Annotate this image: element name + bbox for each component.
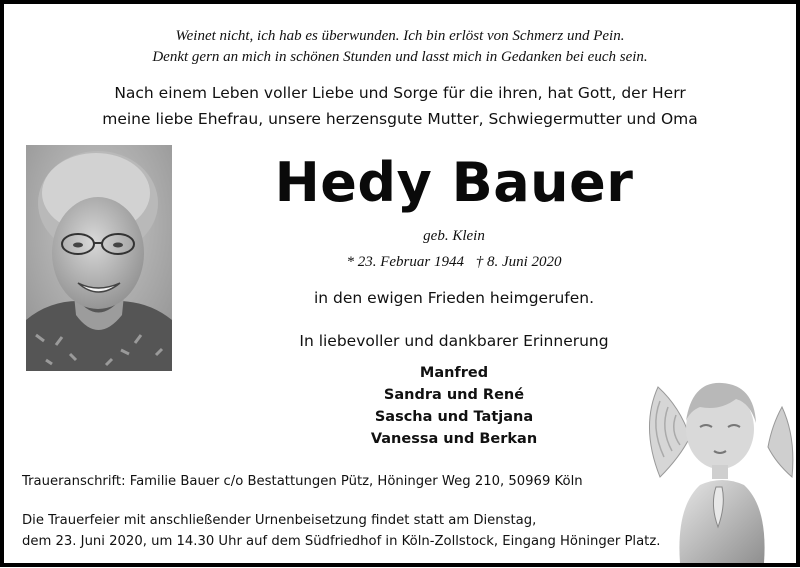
deceased-name: Hedy Bauer — [274, 151, 634, 214]
poem-line-1: Weinet nicht, ich hab es überwunden. Ich bin erlöst von Schmerz und Pein. — [175, 28, 625, 44]
service-line-2: dem 23. Juni 2020, um 14.30 Uhr auf dem Südfriedhof in Köln-Zollstock, Eingang Höninger Platz. — [22, 534, 661, 549]
memory-text: In liebevoller und dankbarer Erinnerung — [299, 332, 609, 350]
birth-date: * 23. Februar 1944 — [346, 254, 464, 270]
poem — [4, 26, 796, 68]
poem-line-2: Denkt gern an mich in schönen Stunden und lasst mich in Gedanken bei euch sein. — [152, 49, 648, 65]
birth-name: geb. Klein — [423, 228, 485, 244]
mourning-address: Traueranschrift: Familie Bauer c/o Bestattungen Pütz, Höninger Weg 210, 50969 Köln — [22, 474, 583, 489]
angel-statue-image — [640, 367, 796, 563]
portrait-photo — [26, 145, 172, 371]
service-line-1: Die Trauerfeier mit anschließender Urnenbeisetzung findet statt am Dienstag, — [22, 513, 537, 528]
life-dates — [174, 254, 734, 271]
intro-line-1: Nach einem Leben voller Liebe und Sorge für die ihren, hat Gott, der Herr — [114, 84, 686, 102]
intro-line-2: meine liebe Ehefrau, unsere herzensgute Mutter, Schwiegermutter und Oma — [102, 110, 698, 128]
service-info — [22, 510, 660, 552]
death-date: † 8. Juni 2020 — [475, 254, 562, 270]
family-member: Sascha und Tatjana — [374, 409, 534, 425]
family-member: Sandra und René — [383, 387, 525, 403]
intro-text — [4, 80, 796, 132]
family-member: Vanessa und Berkan — [370, 431, 538, 447]
peace-text: in den ewigen Frieden heimgerufen. — [313, 289, 595, 307]
family-member: Manfred — [419, 365, 489, 381]
